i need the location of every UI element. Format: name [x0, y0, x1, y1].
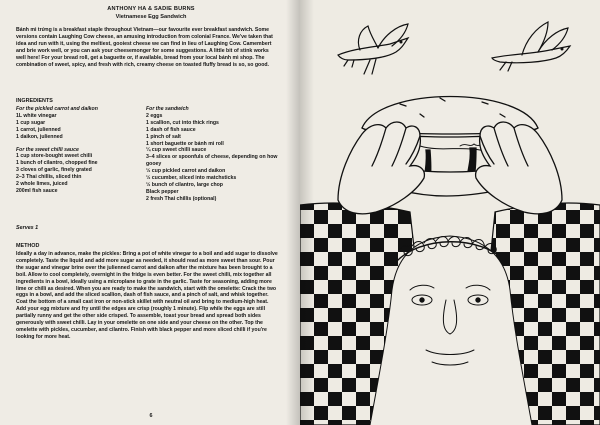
- list-item: 200ml fish sauce: [16, 187, 58, 194]
- list-item: 1 dash of fish sauce: [146, 126, 196, 133]
- byline: ANTHONY HA & SADIE BURNS: [107, 6, 195, 12]
- list-item: 2 eggs: [146, 112, 163, 119]
- list-item: Black pepper: [146, 188, 179, 195]
- recipe-title: Vietnamese Egg Sandwich: [115, 14, 187, 20]
- intro-paragraph: Bánh mì trứng is a breakfast staple throughout Vietnam—our favourite ever breakfast sandwich. Some versions contain Laughing Cow cheese, an amusing introduction from colonial France. We've taken that idea and run with it, using the meltiest, gooiest cheese we can find in lieu of Laughing Cow. Camembert and brie work well, or you can ask your cheesemonger for some suggestions. A little bit of stink works well here! For your bread roll, get a baguette or, if available, bread from your local bánh mì shop. The combination of sweet, spicy, and fresh with rich, creamy cheese on toasted fluffy bread is so, so good.: [16, 27, 273, 68]
- list-item: 1L white vinegar: [16, 112, 57, 119]
- list-item: 1 short baguette or bánh mì roll: [146, 140, 224, 147]
- chilli-sauce-list: [16, 153, 140, 194]
- list-item: 3–4 slices or spoonfuls of cheese, depending on how gooey: [146, 154, 278, 168]
- bird-right-icon: [492, 22, 570, 71]
- list-item: 1 cup store-bought sweet chilli: [16, 153, 93, 160]
- list-item: 1 bunch of cilantro, chopped fine: [16, 160, 98, 167]
- ingredients-heading: INGREDIENTS: [16, 98, 53, 104]
- list-item: 2 fresh Thai chillis (optional): [146, 195, 217, 202]
- list-item: ½ cup pickled carrot and daikon: [146, 168, 226, 175]
- list-item: 2 whole limes, juiced: [16, 181, 68, 188]
- page-number: 6: [149, 413, 153, 419]
- method-heading: METHOD: [16, 243, 40, 249]
- gutter-shadow: [286, 0, 300, 425]
- list-item: ½ cucumber, sliced into matchsticks: [146, 175, 237, 182]
- hands-drawing: [338, 122, 562, 214]
- list-item: ½ bunch of cilantro, large chop: [146, 181, 223, 188]
- sandwich-list: [146, 113, 280, 203]
- list-item: 1 carrot, julienned: [16, 126, 61, 133]
- serves-label: Serves 1: [16, 225, 39, 231]
- ingredients-column-right: [146, 106, 280, 203]
- list-item: ¼ cup sweet chilli sauce: [146, 147, 207, 154]
- ingredients-column-left: [16, 106, 140, 195]
- sandwich-heading: For the sandwich: [146, 106, 189, 112]
- bird-left-icon: [338, 24, 408, 74]
- illustration: [300, 0, 600, 425]
- chilli-sauce-heading: For the sweet chilli sauce: [16, 146, 79, 153]
- right-page: [300, 0, 600, 425]
- list-item: 2–3 Thai chillis, sliced thin: [16, 174, 82, 181]
- pickles-heading: For the pickled carrot and daikon: [16, 106, 98, 112]
- pickles-list: [16, 113, 140, 141]
- method-paragraph: Ideally a day in advance, make the pickles: Bring a pot of white vinegar to a boil and add sugar to dissolve completely. Taste the liquid and add more sugar as needed, it should read as more sweet than sour. Pour the sugar and vinegar brine over the julienned carrot and daikon after the mixture has been brought to a boil. Allow to cool completely, overnight in the fridge is even better. For the sweet chilli, mix together all ingredients in a bowl, ideally using a microplane to grate in the garlic. Taste for seasoning, adding more lime or chilli as desired. When you are ready to make the sandwich, start with the omelette: Crack the two eggs in a bowl, and add the sliced scallion, dash of fish sauce, and a pinch of salt, and whisk together. Coat the bottom of a small cast iron or non-stick skillet with neutral oil and bring to medium-high heat. Add your egg mixture and fry until the edges are crisp (roughly 1 minute). Flip while the eggs are still partially runny and get the other side crisped. To assemble, toast your bread and spread both sides generously with sweet chilli. Lay in your omelette on one side and your cheese on the other. Top the omelette with pickles, cucumber, and cilantro. Finish with black pepper and more sliced chilli if you're looking for more heat.: [16, 251, 278, 340]
- list-item: 1 daikon, julienned: [16, 133, 63, 140]
- list-item: 1 scallion, cut into thick rings: [146, 119, 219, 126]
- list-item: 1 pinch of salt: [146, 133, 181, 140]
- list-item: 1 cup sugar: [16, 119, 46, 126]
- list-item: 3 cloves of garlic, finely grated: [16, 167, 92, 174]
